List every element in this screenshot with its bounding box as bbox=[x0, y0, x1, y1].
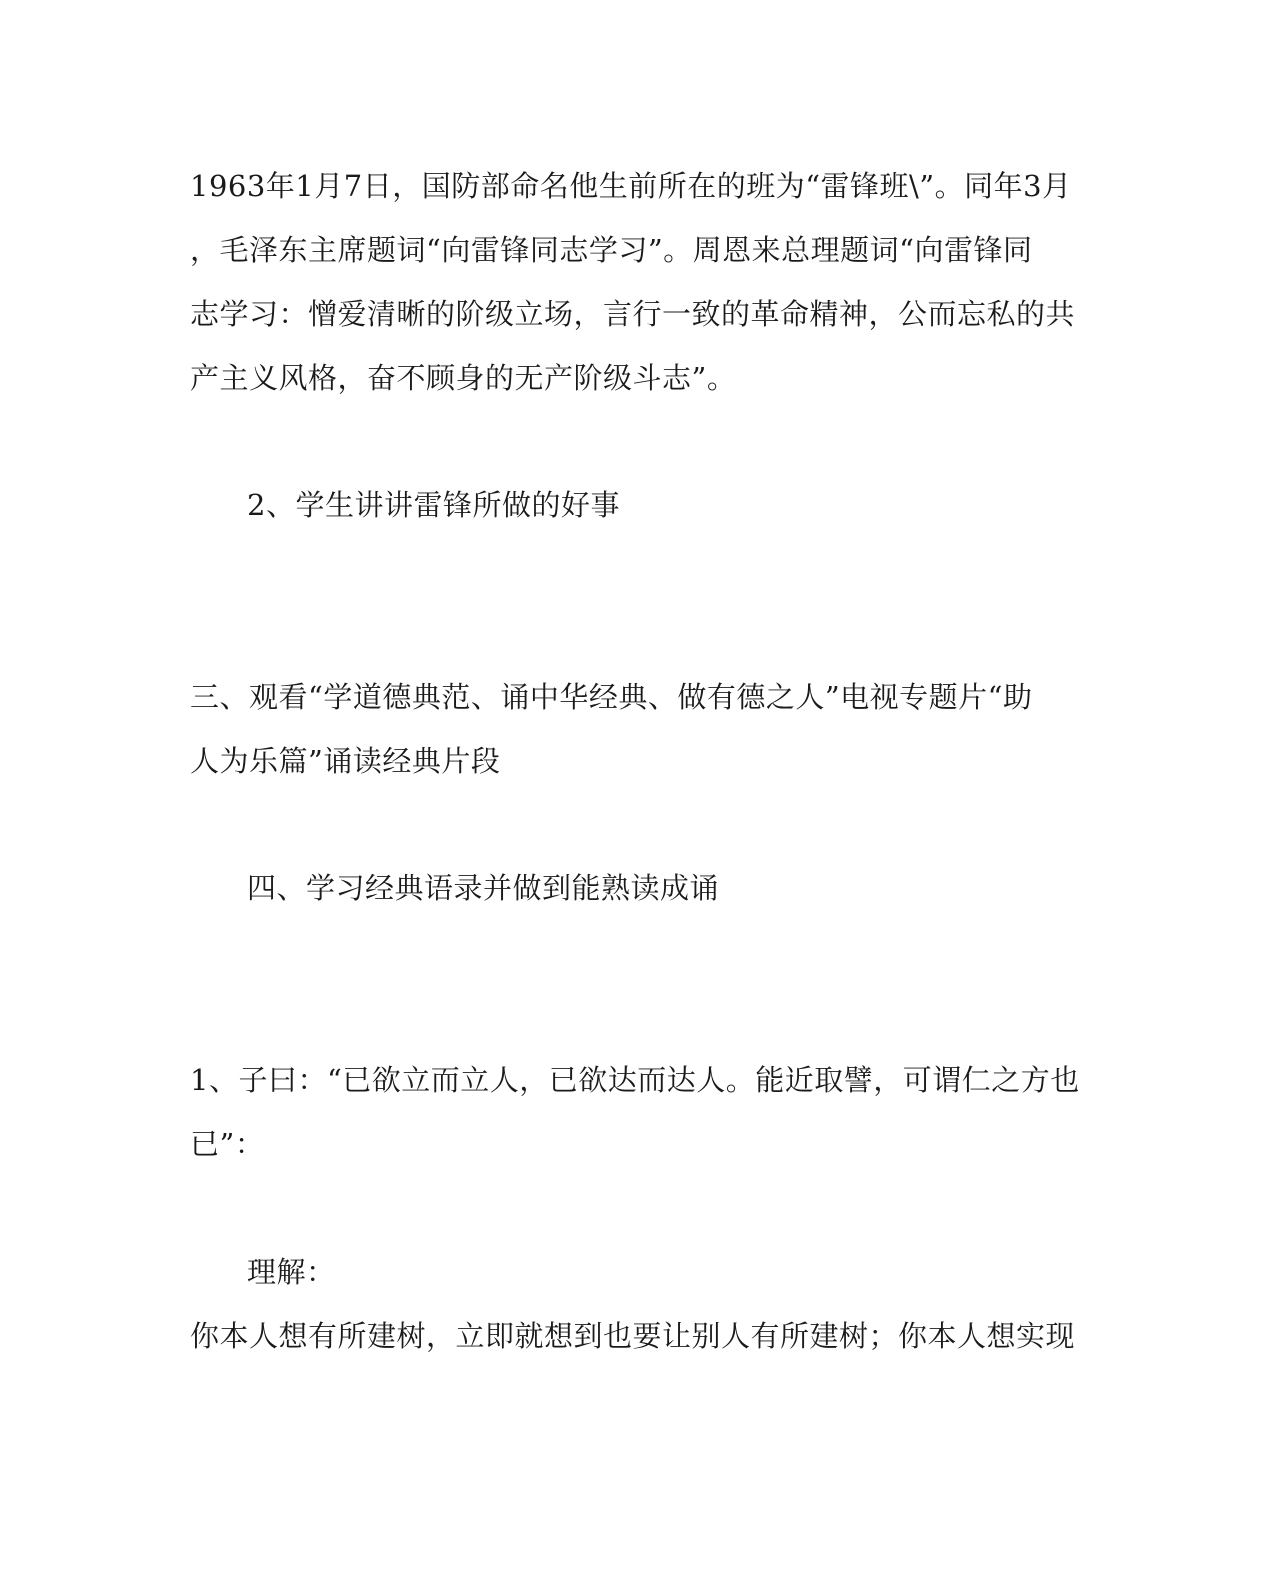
quote-line: 1、子曰：“已欲立而立人，已欲达而达人。能近取譬，可谓仁之方也 bbox=[190, 1063, 1080, 1097]
section-heading: 三、观看“学道德典范、诵中华经典、做有德之人”电视专题片“助 bbox=[190, 680, 1033, 714]
paragraph-line: 产主义风格，奋不顾身的无产阶级斗志”。 bbox=[190, 361, 737, 395]
paragraph-line: ，毛泽东主席题词“向雷锋同志学习”。周恩来总理题词“向雷锋同 bbox=[190, 233, 1033, 267]
explanation-text: 你本人想有所建树，立即就想到也要让别人有所建树；你本人想实现 bbox=[190, 1319, 1076, 1353]
paragraph-line: 志学习：憎爱清晰的阶级立场，言行一致的革命精神，公而忘私的共 bbox=[190, 297, 1076, 331]
explanation-label: 理解： bbox=[247, 1255, 336, 1289]
section-heading: 四、学习经典语录并做到能熟读成诵 bbox=[247, 871, 720, 905]
section-heading: 人为乐篇”诵读经典片段 bbox=[190, 744, 501, 778]
quote-line: 已”： bbox=[190, 1127, 265, 1161]
paragraph-line: 1963年1月7日，国防部命名他生前所在的班为“雷锋班\”。同年3月 bbox=[190, 169, 1072, 203]
list-item: 2、学生讲讲雷锋所做的好事 bbox=[247, 488, 620, 522]
